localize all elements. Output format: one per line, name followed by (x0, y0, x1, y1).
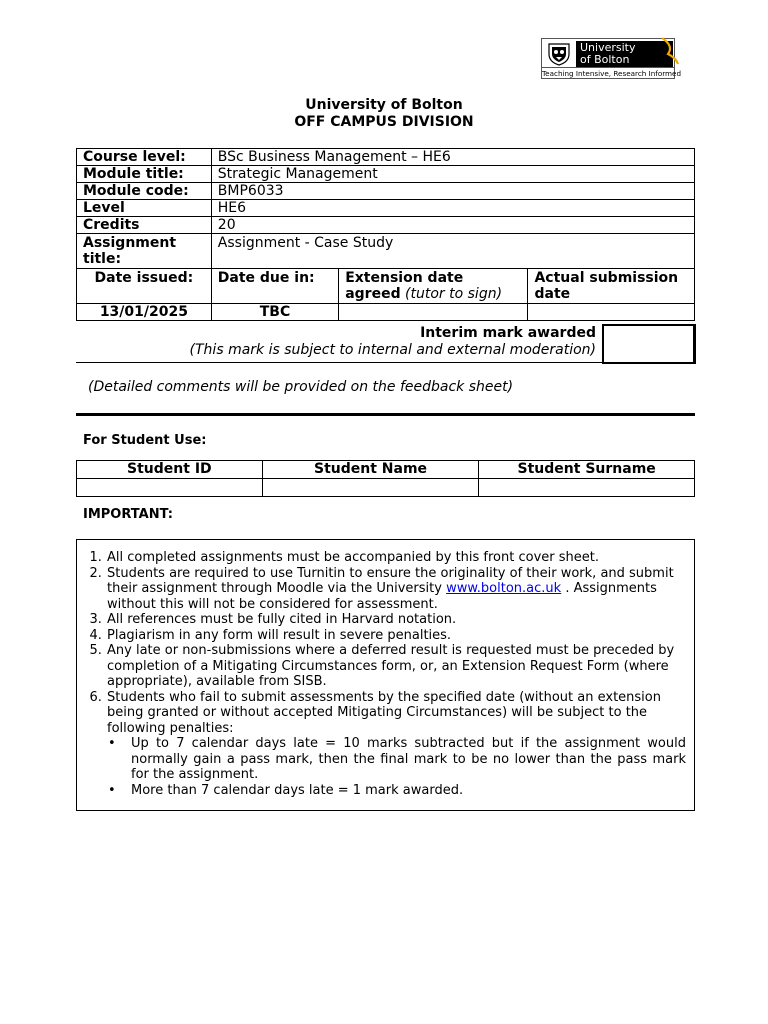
date-due-value: TBC (211, 304, 338, 321)
student-table (76, 460, 695, 497)
student-surname-header: Student Surname (479, 461, 695, 479)
bolton-website-link[interactable]: www.bolton.ac.uk (446, 581, 562, 596)
list-item: 4. Plagiarism in any form will result in severe penalties. (106, 628, 686, 644)
table-row (77, 200, 695, 217)
logo-wordmark: University of Bolton (576, 41, 673, 67)
credits-value: 20 (211, 217, 694, 234)
actual-submission-field[interactable] (528, 304, 695, 321)
interim-mark-section (76, 324, 696, 363)
student-id-header: Student ID (77, 461, 263, 479)
credits-label: Credits (77, 217, 212, 234)
university-heading: University of Bolton (305, 97, 463, 113)
important-rules-box (76, 539, 695, 811)
penalty-1-text: Up to 7 calendar days late = 10 marks subtracted but if the assignment would normally gain a pass mark, then the final mark to be no lower than the pass mark for the assignment. (131, 736, 686, 782)
module-title-label: Module title: (77, 166, 212, 183)
extension-date-label: Extension date agreed (345, 270, 464, 302)
module-code-label: Module code: (77, 183, 212, 200)
table-row (77, 461, 695, 479)
assignment-title-label: Assignment title: (77, 234, 212, 269)
extension-date-header (339, 269, 528, 304)
extension-date-field[interactable] (339, 304, 528, 321)
interim-mark-box[interactable] (602, 324, 696, 364)
rule-6-text: Students who fail to submit assessments by the specified date (without an extension being granted or without accepted Mitigating Circumstances) will be subject to the following penalties: (107, 689, 661, 736)
table-row (77, 304, 695, 321)
division-heading: OFF CAMPUS DIVISION (294, 114, 474, 130)
table-row (77, 269, 695, 304)
table-row (77, 183, 695, 200)
list-item (106, 566, 686, 613)
bullet-icon: • (108, 736, 116, 751)
list-item: 5. Any late or non-submissions where a deferred result is requested must be preceded by completion of a Mitigating Circumstances form, or, an Extension Request Form (where appropriate), available from SISB. (106, 643, 686, 690)
course-level-value: BSc Business Management – HE6 (211, 149, 694, 166)
penalty-2-text: More than 7 calendar days late = 1 mark awarded. (131, 782, 464, 798)
important-label: IMPORTANT: (83, 507, 173, 522)
student-id-field[interactable] (77, 479, 263, 497)
university-logo (541, 38, 682, 79)
level-label: Level (77, 200, 212, 217)
table-row (77, 149, 695, 166)
list-item (106, 690, 686, 799)
course-level-label: Course level: (77, 149, 212, 166)
student-surname-field[interactable] (479, 479, 695, 497)
extension-date-note: (tutor to sign) (405, 286, 503, 302)
module-code-value: BMP6033 (211, 183, 694, 200)
list-item: 1. All completed assignments must be accompanied by this front cover sheet. (106, 550, 686, 566)
level-value: HE6 (211, 200, 694, 217)
interim-mark-text (190, 325, 596, 359)
rule-2-text-a: Students are required to use Turnitin to ensure the originality of their work, and submit their assignment through Moodle via the University (107, 565, 674, 596)
swoosh-icon (660, 36, 680, 66)
student-name-field[interactable] (262, 479, 479, 497)
crest-icon (545, 42, 573, 66)
module-title-value: Strategic Management (211, 166, 694, 183)
bullet-icon: • (108, 782, 116, 798)
logo-tagline: Teaching Intensive, Research Informed (542, 69, 682, 78)
list-item: 3. All references must be fully cited in Harvard notation. (106, 612, 686, 628)
list-item (108, 782, 686, 799)
assignment-info-table (76, 148, 695, 321)
rules-list (77, 550, 686, 798)
student-name-header: Student Name (262, 461, 479, 479)
rule-2-text-b: . Assignments without this will not be considered for assessment. (107, 581, 657, 612)
divider (76, 413, 695, 416)
assignment-title-value: Assignment - Case Study (211, 234, 694, 269)
list-item (108, 736, 686, 783)
table-row (77, 217, 695, 234)
date-issued-label: Date issued: (77, 269, 212, 304)
table-row (77, 234, 695, 269)
date-due-label: Date due in: (211, 269, 338, 304)
table-row (77, 479, 695, 497)
table-row (77, 166, 695, 183)
date-issued-value: 13/01/2025 (77, 304, 212, 321)
interim-mark-note: (This mark is subject to internal and external moderation) (189, 342, 596, 358)
penalties-list (107, 736, 686, 798)
interim-mark-label: Interim mark awarded (420, 325, 596, 341)
detailed-comments-note: (Detailed comments will be provided on the feedback sheet) (88, 379, 514, 395)
actual-submission-label: Actual submission date (528, 269, 695, 304)
student-use-label: For Student Use: (83, 433, 207, 448)
